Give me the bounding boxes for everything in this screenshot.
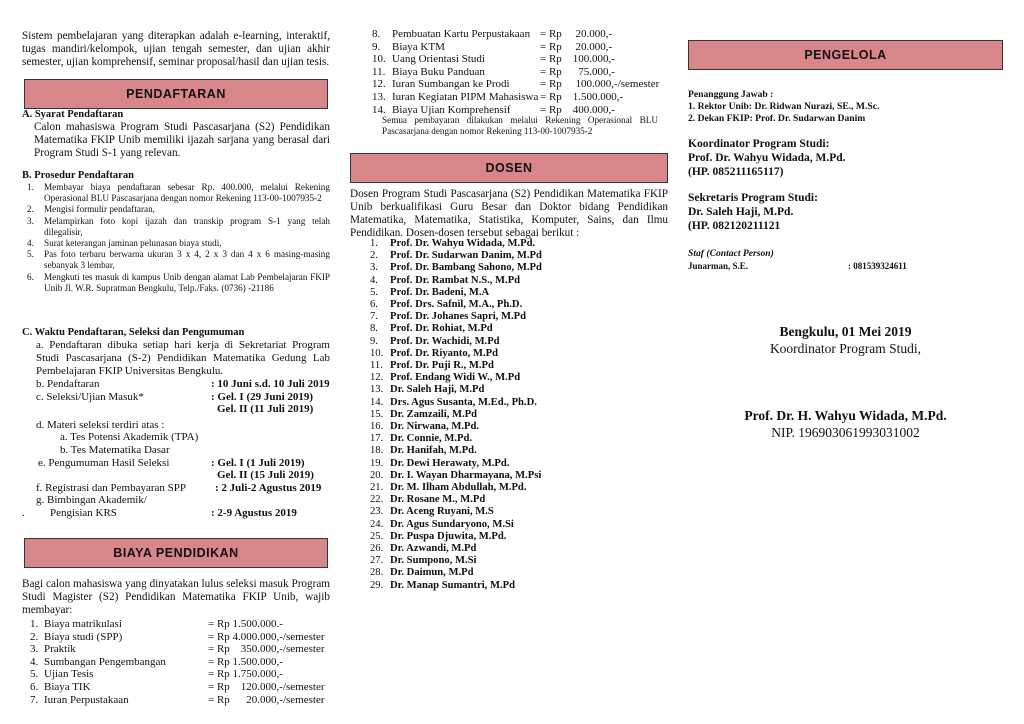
fee-amount: = Rp 1.500.000,- [208, 655, 283, 668]
koordinator [688, 137, 1003, 179]
staf-heading: Staf (Contact Person) [688, 248, 774, 259]
lecturer-name: Dr. Daimun, M.Pd [390, 567, 474, 579]
fee-number: 3. [30, 643, 39, 656]
fee-item [30, 694, 330, 707]
prosedur-step [22, 216, 330, 238]
lecturer-name: Drs. Agus Susanta, M.Ed., Ph.D. [390, 396, 537, 408]
lecturer-item: 16. Dr. Nirwana, M.Pd. [370, 421, 480, 433]
step-number: 3. [27, 215, 34, 226]
lecturer-item: 7. Prof. Dr. Johanes Sapri, M.Pd [370, 311, 526, 323]
lecturer-name: Dr. Azwandi, M.Pd [390, 543, 477, 555]
staf-name: Junarman, S.E. [688, 261, 749, 271]
step-number: 6. [27, 271, 34, 282]
lecturer-name: Dr. Puspa Djuwita, M.Pd. [390, 530, 507, 542]
signature-place-date: Bengkulu, 01 Mei 2019 [779, 324, 912, 339]
schedule-value: Gel. II (11 Juli 2019) [217, 403, 314, 416]
pj-item: 2. Dekan FKIP: Prof. Dr. Sudarwan Danim [688, 113, 866, 124]
koordinator-name: Prof. Dr. Wahyu Widada, M.Pd. [688, 152, 846, 164]
lecturer-name: Dr. Manap Sumantri, M.Pd [390, 579, 515, 591]
staf-contact [688, 248, 1003, 272]
lecturer-name: Dr. M. Ilham Abdullah, M.Pd. [390, 482, 527, 494]
fee-name: Biaya TIK [44, 680, 91, 693]
lecturer-name: Dr. Rosane M., M.Pd [390, 494, 486, 506]
section-header-pengelola [688, 40, 1003, 70]
section-header-pendaftaran [24, 79, 328, 109]
section-title: PENGELOLA [804, 48, 887, 62]
fee-item [30, 643, 330, 656]
materi-row [22, 419, 330, 432]
section-header-dosen [350, 153, 668, 183]
fee-name: Iuran Sumbangan ke Prodi [392, 78, 510, 91]
fee-number: 1. [30, 618, 39, 630]
step-text: Mengkuti tes masuk di kampus Unib dengan alamat Lab Pembelajaran FKIP Unib Jl. W.R. Supratman Bengkulu, Telp./Faks. (0736) -21186 [44, 271, 330, 293]
lecturer-name: Prof. Drs. Safnil, M.A., Ph.D. [390, 299, 523, 311]
lecturer-name: Prof. Dr. Bambang Sahono, M.Pd [390, 262, 542, 274]
lecturer-item: 17. Dr. Connie, M.Pd. [370, 433, 473, 445]
fee-amount: = Rp 1.500.000.- [208, 618, 283, 630]
fee-item [372, 28, 668, 41]
lecturer-name: Prof. Dr. Puji R., M.Pd [390, 360, 494, 372]
fee-name: Sumbangan Pengembangan [44, 655, 166, 668]
lecturer-item: 25. Dr. Puspa Djuwita, M.Pd. [370, 530, 507, 542]
lecturer-item: 21. Dr. M. Ilham Abdullah, M.Pd. [370, 482, 527, 494]
fee-list-continued [372, 28, 668, 116]
lecturer-item: 10. Prof. Dr. Riyanto, M.Pd [370, 347, 498, 359]
schedule-row [22, 403, 330, 416]
schedule-value: Gel. II (15 Juli 2019) [217, 469, 314, 482]
fee-item [372, 91, 668, 104]
lecturer-name: Prof. Dr. Rohiat, M.Pd [390, 323, 493, 335]
lecturer-name: Dr. Agus Sundaryono, M.Si [390, 518, 514, 530]
fee-list [30, 618, 330, 706]
schedule-value: : Gel. I (29 Juni 2019) [211, 390, 314, 403]
fee-number: 14. [372, 103, 386, 116]
lecturer-name: Dr. Saleh Haji, M.Pd [390, 384, 485, 396]
lecturer-item: 11. Prof. Dr. Puji R., M.Pd [370, 360, 494, 372]
schedule-label: c. Seleksi/Ujian Masuk* [36, 390, 144, 403]
materi-item [22, 431, 330, 444]
fee-number: 13. [372, 90, 386, 103]
fee-number: 12. [372, 78, 386, 91]
koordinator-phone: (HP. 085211165117) [688, 166, 784, 178]
fee-item [372, 78, 668, 91]
lecturer-name: Prof. Dr. Wahyu Widada, M.Pd. [390, 238, 536, 249]
lecturer-name: Dr. Connie, M.Pd. [390, 433, 473, 445]
fee-amount: = Rp 20.000,-/semester [208, 693, 325, 706]
fee-item [372, 53, 668, 66]
step-text: Mengisi formulir pendaftaran, [44, 204, 155, 215]
lecturer-item: 24. Dr. Agus Sundaryono, M.Si [370, 518, 514, 530]
fee-name: Biaya studi (SPP) [44, 630, 123, 643]
materi-item [22, 444, 330, 457]
fee-name: Pembuatan Kartu Perpustakaan [392, 28, 531, 40]
schedule-value: : Gel. I (1 Juli 2019) [211, 456, 305, 469]
fee-item [30, 618, 330, 631]
lecturer-name: Prof. Dr. Riyanto, M.Pd [390, 347, 498, 359]
subheading: B. Prosedur Pendaftaran [22, 170, 134, 181]
step-number: 4. [27, 238, 34, 249]
fee-amount: = Rp 1.750.000,- [208, 668, 283, 681]
lecturer-item: 6. Prof. Drs. Safnil, M.A., Ph.D. [370, 299, 523, 311]
lecturer-name: Prof. Endang Widi W., M.Pd [390, 372, 521, 384]
prosedur-step [22, 204, 330, 215]
lecturer-item: 19. Dr. Dewi Herawaty, M.Pd. [370, 457, 510, 469]
step-text: Membayar biaya pendaftaran sebesar Rp. 400.000, melalui Rekening Operasional BLU Pascasarjana dengan nomor Rekening 113-00-1007935-2 [44, 182, 330, 204]
subheading: C. Waktu Pendaftaran, Seleksi dan Pengumuman [22, 327, 245, 338]
lecturer-name: Dr. I. Wayan Dharmayana, M.Psi [390, 469, 542, 481]
lecturer-item: 14. Drs. Agus Susanta, M.Ed., Ph.D. [370, 396, 537, 408]
prosedur-step [22, 182, 330, 204]
schedule-value: : 2 Juli-2 Agustus 2019 [215, 481, 322, 494]
intro-text: Sistem pembelajaran yang diterapkan adalah e-learning, interaktif, tugas mandiri/kelompok, ujian tengah semester, dan ujian akhir semester, ujian komprehensif, seminar proposal/hasil dan ujian tesis. [22, 30, 330, 68]
lecturer-item: 15. Dr. Zamzaili, M.Pd [370, 408, 477, 420]
prosedur-list [22, 182, 330, 294]
prosedur-step [22, 249, 330, 271]
fee-amount: = Rp 4.000.000,-/semester [208, 630, 325, 643]
step-text: Surat keterangan jaminan pelunasan biaya studi, [44, 238, 222, 249]
fee-item [30, 681, 330, 694]
section-title: DOSEN [485, 161, 533, 175]
sekretaris-name: Dr. Saleh Haji, M.Pd. [688, 206, 794, 218]
fee-name: Biaya KTM [392, 40, 445, 53]
step-number: 1. [27, 182, 34, 192]
pj-heading: Penanggung Jawab : [688, 89, 774, 100]
prosedur-step [22, 272, 330, 294]
lecturer-item: 27. Dr. Sumpono, M.Si [370, 555, 477, 567]
sekretaris-heading: Sekretaris Program Studi: [688, 192, 818, 204]
fee-name: Biaya matrikulasi [44, 618, 122, 630]
fee-number: 5. [30, 668, 39, 681]
lecturer-item: 13. Dr. Saleh Haji, M.Pd [370, 384, 485, 396]
schedule-label: b. Pendaftaran [36, 378, 100, 390]
fee-item [30, 656, 330, 669]
lecturer-item: 2. Prof. Dr. Sudarwan Danim, M.Pd [370, 250, 542, 262]
syarat-section [22, 109, 330, 160]
lecturer-name: Dr. Hanifah, M.Pd. [390, 445, 477, 457]
schedule-value: : 10 Juni s.d. 10 Juli 2019 [211, 378, 330, 390]
syarat-text: Calon mahasiswa Program Studi Pascasarjana (S2) Pendidikan Matematika FKIP Unib memiliki ijazah sarjana yang berasal dari Program Studi S-1 yang relevan. [34, 121, 330, 159]
lecturer-name: Prof. Dr. Sudarwan Danim, M.Pd [390, 250, 542, 262]
prosedur-section [22, 170, 330, 294]
lecturer-item: 12. Prof. Endang Widi W., M.Pd [370, 372, 521, 384]
signature-block [688, 323, 1003, 441]
lecturer-list [350, 238, 668, 592]
fee-amount: = Rp 20.000,- [540, 40, 613, 53]
lecturer-name: Prof. Dr. Badeni, M.A [390, 286, 490, 298]
waktu-text: a. Pendaftaran dibuka setiap hari kerja di Sekretariat Program Studi Pascasarjana (S-2) Pendidikan Matematika Gedung Lab Pembelajaran FKIP Universitas Bengkulu. [36, 339, 330, 377]
lecturer-item: 9. Prof. Dr. Wachidi, M.Pd [370, 335, 500, 347]
lecturer-name: Prof. Dr. Wachidi, M.Pd [390, 335, 500, 347]
prosedur-step [22, 238, 330, 249]
schedule-row [22, 378, 330, 391]
fee-name: Biaya Ujian Komprehensif [392, 103, 511, 116]
signature-role: Koordinator Program Studi, [769, 341, 922, 356]
fee-name: Biaya Buku Panduan [392, 65, 485, 78]
lecturer-item: 20. Dr. I. Wayan Dharmayana, M.Psi [370, 469, 542, 481]
section-header-biaya [24, 538, 328, 568]
fee-amount: = Rp 120.000,-/semester [208, 680, 325, 693]
lecturer-item: 28. Dr. Daimun, M.Pd [370, 567, 474, 579]
materi-text: b. Tes Matematika Dasar [60, 443, 170, 456]
lecturer-item: 8. Prof. Dr. Rohiat, M.Pd [370, 323, 493, 335]
lecturer-name: Dr. Aceng Ruyani, M.S [390, 506, 494, 518]
sekretaris-phone: (HP. 082120211121 [688, 220, 781, 232]
schedule-value: : 2-9 Agustus 2019 [211, 506, 297, 519]
fee-number: 8. [372, 28, 381, 40]
fee-name: Iuran Kegiatan PIPM Mahasiswa [392, 90, 539, 103]
step-number: 5. [27, 249, 34, 260]
step-text: Melampirkan foto kopi ijazah dan transkip program S-1 yang telah dilegalisir, [44, 215, 330, 237]
schedule-row [22, 457, 330, 470]
lecturer-item: 1. Prof. Dr. Wahyu Widada, M.Pd. [370, 238, 536, 249]
pj-item: 1. Rektor Unib: Dr. Ridwan Nurazi, SE., M.Sc. [688, 101, 880, 112]
sekretaris [688, 191, 1003, 233]
materi-label: d. Materi seleksi terdiri atas : [36, 418, 165, 431]
fee-name: Ujian Tesis [44, 668, 94, 681]
lecturer-item: 23. Dr. Aceng Ruyani, M.S [370, 506, 494, 518]
fee-amount: = Rp 400.000,- [540, 103, 615, 116]
materi-text: a. Tes Potensi Akademik (TPA) [60, 431, 199, 444]
staf-phone: : 081539324611 [848, 261, 907, 271]
schedule-label: f. Registrasi dan Pembayaran SPP [36, 481, 187, 494]
fee-amount: = Rp 20.000,- [540, 28, 613, 40]
fee-number: 9. [372, 40, 381, 53]
biaya-intro: Bagi calon mahasiswa yang dinyatakan lulus seleksi masuk Program Studi Magister (S2) Pendidikan Matematika FKIP Unib, wajib membayar: [22, 578, 330, 616]
dosen-intro: Dosen Program Studi Pascasarjana (S2) Pendidikan Matematika FKIP Unib berkualifikasi Guru Besar dan Doktor bidang Pendidikan Matematika, Matematika, Statistika, Komputer, Sains, dan Ilmu Pendidikan. Dosen-dosen tersebut sebagai berikut : [350, 188, 668, 239]
fee-name: Praktik [44, 643, 76, 656]
fee-item [30, 631, 330, 644]
subheading: A. Syarat Pendaftaran [22, 109, 124, 120]
fee-number: 2. [30, 630, 39, 643]
fee-number: 7. [30, 693, 39, 706]
fee-number: 11. [372, 65, 386, 78]
section-title: BIAYA PENDIDIKAN [113, 546, 239, 560]
section-title: PENDAFTARAN [126, 87, 226, 101]
fee-item [372, 41, 668, 54]
fee-name: Iuran Perpustakaan [44, 693, 129, 706]
lecturer-item: 26. Dr. Azwandi, M.Pd [370, 543, 477, 555]
lecturer-item: 3. Prof. Dr. Bambang Sahono, M.Pd [370, 262, 542, 274]
koordinator-heading: Koordinator Program Studi: [688, 138, 830, 150]
fee-amount: = Rp 75.000,- [540, 65, 615, 78]
payment-note: Semua pembayaran dilakukan melalui Rekening Operasional BLU Pascasarjana dengan nomor Rekening 113-00-1007935-2 [382, 115, 658, 137]
lecturer-item: 4. Prof. Dr. Rambat N.S., M.Pd [370, 274, 521, 286]
fee-item [30, 668, 330, 681]
schedule-row: . Pengisian KRS : 2-9 Agustus 2019 [22, 506, 297, 519]
fee-amount: = Rp 350.000,-/semester [208, 643, 325, 656]
waktu-section [22, 327, 330, 520]
lecturer-item: 29. Dr. Manap Sumantri, M.Pd [370, 579, 515, 591]
lecturer-name: Prof. Dr. Rambat N.S., M.Pd [390, 274, 521, 286]
fee-number: 6. [30, 680, 39, 693]
fee-amount: = Rp 100.000,- [540, 53, 615, 66]
signature-name: Prof. Dr. H. Wahyu Widada, M.Pd. [744, 408, 947, 423]
penanggung-jawab [688, 89, 1003, 125]
lecturer-item: 5. Prof. Dr. Badeni, M.A [370, 286, 490, 298]
fee-name: Uang Orientasi Studi [392, 53, 485, 66]
schedule-label: Pengisian KRS [50, 506, 117, 519]
lecturer-name: Dr. Sumpono, M.Si [390, 555, 477, 567]
lecturer-name: Dr. Nirwana, M.Pd. [390, 421, 480, 433]
lecturer-name: Dr. Zamzaili, M.Pd [390, 408, 477, 420]
lecturer-item: 22. Dr. Rosane M., M.Pd [370, 494, 486, 506]
signature-nip: NIP. 196903061993031002 [771, 425, 920, 440]
fee-amount: = Rp 100.000,-/semester [540, 78, 660, 91]
schedule-label: g. Bimbingan Akademik/ [36, 494, 147, 507]
step-text: Pas foto terbaru berwarna ukuran 3 x 4, 2 x 3 dan 4 x 6 masing-masing sebanyak 3 lembar, [44, 249, 330, 271]
lecturer-name: Prof. Dr. Johanes Sapri, M.Pd [390, 311, 526, 323]
fee-amount: = Rp 1.500.000,- [540, 90, 624, 103]
schedule-label: e. Pengumuman Hasil Seleksi [38, 456, 170, 469]
fee-number: 4. [30, 655, 39, 668]
schedule-row [22, 494, 330, 507]
schedule-row [22, 482, 330, 495]
lecturer-item: 18. Dr. Hanifah, M.Pd. [370, 445, 477, 457]
schedule-row [22, 469, 330, 482]
fee-number: 10. [372, 53, 386, 66]
lecturer-name: Dr. Dewi Herawaty, M.Pd. [390, 457, 510, 469]
fee-item [372, 66, 668, 79]
schedule-row [22, 391, 330, 404]
step-number: 2. [27, 204, 34, 215]
